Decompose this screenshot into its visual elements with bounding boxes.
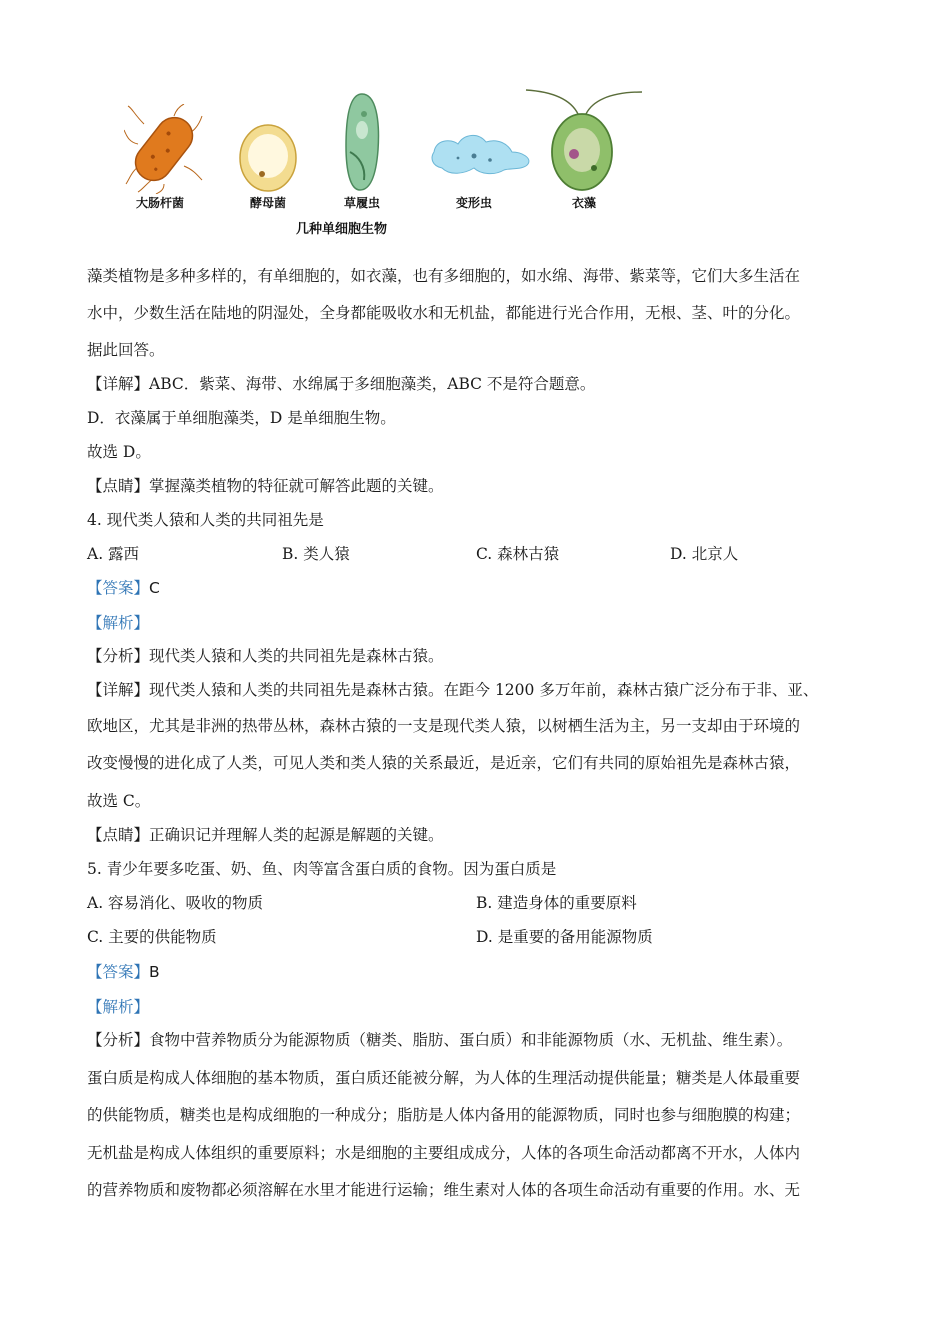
q5-option-d: D. 是重要的备用能源物质 — [476, 928, 653, 946]
figure-caption: 几种单细胞生物 — [296, 222, 388, 237]
q4-detail-line: 【详解】现代类人猿和人类的共同祖先是森林古猿。在距今 1200 多万年前，森林古猿广泛分布于非、亚、 — [87, 681, 819, 699]
e-coli-illustration — [124, 104, 204, 194]
single-cell-organisms-figure — [118, 84, 648, 244]
q4-option-a: A. 露西 — [87, 545, 140, 563]
q5-option-c: C. 主要的供能物质 — [87, 928, 217, 946]
tip-tag: 【点睛】 — [87, 477, 150, 495]
question-5-stem: 5. 青少年要多吃蛋、奶、鱼、肉等富含蛋白质的食物。因为蛋白质是 — [87, 860, 557, 878]
figure-label-paramecium: 草履虫 — [343, 196, 381, 210]
text-line: D．衣藻属于单细胞藻类，D 是单细胞生物。 — [87, 409, 396, 427]
text-line: 无机盐是构成人体组织的重要原料；水是细胞的主要组成成分，人体的各项生命活动都离不开水，人体内 — [87, 1144, 801, 1162]
chlamydomonas-illustration — [518, 84, 648, 196]
q4-analysis-tag: 【解析】 — [87, 614, 150, 632]
text-line: 的营养物质和废物都必须溶解在水里才能进行运输；维生素对人体的各项生命活动有重要的作用。水、无 — [87, 1181, 801, 1199]
q4-tip-line: 【点睛】正确识记并理解人类的起源是解题的关键。 — [87, 826, 444, 844]
text-line: 改变慢慢的进化成了人类，可见人类和类人猿的关系最近，是近亲，它们有共同的原始祖先是森林古猿， — [87, 754, 801, 772]
figure-label-amoeba: 变形虫 — [455, 196, 493, 210]
figure-label-chlamydomonas: 衣藻 — [571, 196, 597, 210]
text-line: 故选 C。 — [87, 792, 151, 810]
q4-option-c: C. 森林古猿 — [476, 545, 560, 563]
yeast-illustration — [236, 122, 300, 194]
figure-label-e-coli: 大肠杆菌 — [135, 196, 185, 210]
q4-option-b: B. 类人猿 — [282, 545, 350, 563]
tip-line: 【点睛】掌握藻类植物的特征就可解答此题的关键。 — [87, 477, 444, 495]
q4-option-d: D. 北京人 — [670, 545, 739, 563]
answer-tag: 【答案】 — [87, 963, 150, 981]
text-line: 据此回答。 — [87, 341, 165, 359]
q5-option-a: A. 容易消化、吸收的物质 — [87, 894, 264, 912]
text-line: 藻类植物是多种多样的，有单细胞的，如衣藻，也有多细胞的，如水绵、海带、紫菜等，它们大多生活在 — [87, 267, 801, 285]
paramecium-illustration — [340, 90, 384, 194]
question-4-stem: 4. 现代类人猿和人类的共同祖先是 — [87, 511, 324, 529]
text-line: 故选 D。 — [87, 443, 151, 461]
q5-analysis-line: 【分析】食物中营养物质分为能源物质（糖类、脂肪、蛋白质）和非能源物质（水、无机盐、维生素）。 — [87, 1031, 793, 1049]
q5-answer: 【答案】B — [87, 963, 160, 981]
detail-tag: 【详解】 — [87, 375, 150, 393]
q5-analysis-tag: 【解析】 — [87, 998, 150, 1016]
text-line: 水中，少数生活在陆地的阴湿处，全身都能吸收水和无机盐，都能进行光合作用，无根、茎、叶的分化。 — [87, 304, 801, 322]
text-line: 的供能物质，糖类也是构成细胞的一种成分；脂肪是人体内备用的能源物质，同时也参与细胞膜的构建； — [87, 1106, 801, 1124]
q5-option-b: B. 建造身体的重要原料 — [476, 894, 637, 912]
text-line: 欧地区，尤其是非洲的热带丛林，森林古猿的一支是现代类人猿，以树栖生活为主，另一支却由于环境的 — [87, 717, 801, 735]
q4-analysis-line: 【分析】现代类人猿和人类的共同祖先是森林古猿。 — [87, 647, 444, 665]
text-line: 蛋白质是构成人体细胞的基本物质，蛋白质还能被分解，为人体的生理活动提供能量；糖类是人体最重要 — [87, 1069, 801, 1087]
answer-tag: 【答案】 — [87, 579, 150, 597]
q4-answer: 【答案】C — [87, 579, 160, 597]
detail-line: 【详解】ABC．紫菜、海带、水绵属于多细胞藻类，ABC 不是符合题意。 — [87, 375, 596, 393]
figure-label-yeast: 酵母菌 — [249, 196, 287, 210]
